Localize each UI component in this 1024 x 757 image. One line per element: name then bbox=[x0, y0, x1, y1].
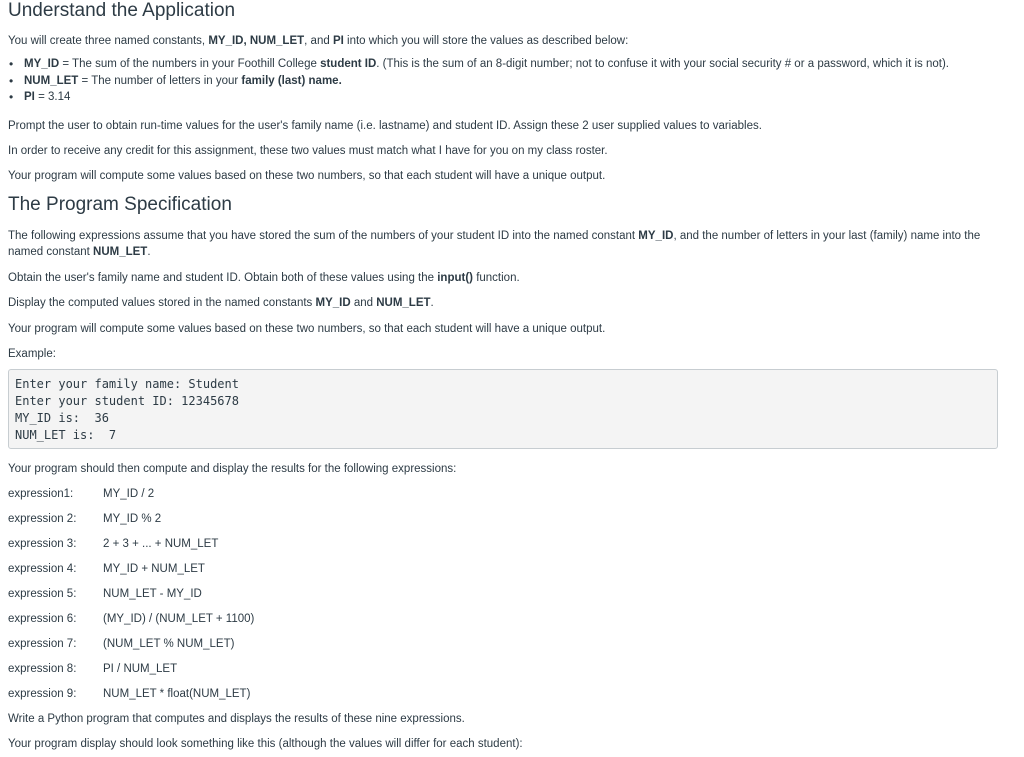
example-label: Example: bbox=[8, 348, 56, 360]
list-item-num-let bbox=[8, 73, 949, 90]
list-item-pi bbox=[8, 89, 949, 106]
expression-formula: MY_ID % 2 bbox=[103, 513, 162, 525]
expression-formula: MY_ID / 2 bbox=[103, 488, 155, 500]
expression-formula: (MY_ID) / (NUM_LET + 1100) bbox=[103, 613, 255, 625]
spec-text: The following expressions assume that you have stored the sum of the numbers of your student ID into the named constant bbox=[8, 230, 639, 242]
write-program-paragraph: Write a Python program that computes and displays the results of these nine expressions. bbox=[8, 713, 465, 725]
expressions-intro: Your program should then compute and display the results for the following expressions: bbox=[8, 463, 457, 475]
heading-understand: Understand the Application bbox=[8, 0, 236, 21]
spec-my-id: MY_ID bbox=[638, 230, 674, 242]
expression-formula: NUM_LET * float(NUM_LET) bbox=[103, 688, 251, 700]
spec-num-let: NUM_LET bbox=[93, 246, 148, 258]
spec3-num-let: NUM_LET bbox=[376, 297, 431, 309]
display-paragraph: Your program display should look something like this (although the values will differ for each student): bbox=[8, 738, 523, 750]
spec-paragraph-3 bbox=[8, 295, 434, 311]
spec2-text-post: function. bbox=[473, 272, 520, 284]
list-item-my-id bbox=[8, 56, 949, 73]
spec3-text-post: . bbox=[430, 297, 434, 309]
const-name-num-let: NUM_LET bbox=[24, 74, 79, 87]
const-value-pi: = 3.14 bbox=[34, 91, 71, 103]
intro-pi: PI bbox=[332, 35, 344, 47]
example-code-block bbox=[8, 369, 998, 449]
expression-label: expression 3: bbox=[8, 538, 77, 550]
spec3-my-id: MY_ID bbox=[315, 297, 351, 309]
intro-text: You will create three named constants, bbox=[8, 35, 209, 47]
intro-paragraph bbox=[8, 33, 628, 49]
spec3-text: Display the computed values stored in the named constants bbox=[8, 297, 316, 309]
intro-constants: MY_ID, NUM_LET bbox=[208, 35, 305, 47]
const-emph-student-id: student ID bbox=[320, 58, 377, 70]
const-name-pi: PI bbox=[24, 91, 35, 103]
expression-label: expression 9: bbox=[8, 688, 77, 700]
spec3-and: and bbox=[350, 297, 377, 309]
code-line: Enter your family name: Student bbox=[15, 377, 239, 391]
expression-label: expression1: bbox=[8, 488, 74, 500]
spec-text-mid: , and the number of letters in your last (family) name into the named constant bbox=[8, 230, 981, 258]
expression-label: expression 7: bbox=[8, 638, 77, 650]
expression-formula: PI / NUM_LET bbox=[103, 663, 178, 675]
expression-label: expression 5: bbox=[8, 588, 77, 600]
const-desc-num-let: = The number of letters in your bbox=[78, 74, 242, 87]
const-name-my-id: MY_ID bbox=[24, 58, 60, 70]
expression-formula: 2 + 3 + ... + NUM_LET bbox=[103, 538, 219, 550]
constants-list bbox=[8, 56, 949, 106]
spec-paragraph-1 bbox=[8, 228, 998, 260]
expression-formula: NUM_LET - MY_ID bbox=[103, 588, 202, 600]
expression-label: expression 4: bbox=[8, 563, 77, 575]
expression-label: expression 8: bbox=[8, 663, 77, 675]
intro-text-mid: , and bbox=[304, 35, 333, 47]
const-desc-my-id-post: . (This is the sum of an 8-digit number; not to confuse it with your social security # or a password, which it is not). bbox=[376, 58, 949, 70]
spec-paragraph-2 bbox=[8, 270, 520, 286]
prompt-paragraph: Prompt the user to obtain run-time values for the user's family name (i.e. lastname) and student ID. Assign these 2 user supplied values to variables. bbox=[8, 120, 762, 132]
heading-spec: The Program Specification bbox=[8, 194, 232, 215]
intro-text-post: into which you will store the values as described below: bbox=[343, 35, 629, 47]
expression-label: expression 2: bbox=[8, 513, 77, 525]
const-desc-my-id: = The sum of the numbers in your Foothill College bbox=[59, 58, 321, 70]
expression-formula: MY_ID + NUM_LET bbox=[103, 563, 205, 575]
code-line: Enter your student ID: 12345678 bbox=[15, 394, 239, 408]
expression-label: expression 6: bbox=[8, 613, 77, 625]
const-emph-family-name: family (last) name. bbox=[241, 74, 342, 87]
expression-formula: (NUM_LET % NUM_LET) bbox=[103, 638, 235, 650]
credit-paragraph: In order to receive any credit for this assignment, these two values must match what I have for you on my class roster. bbox=[8, 145, 608, 157]
code-line: NUM_LET is: 7 bbox=[15, 428, 117, 442]
code-line: MY_ID is: 36 bbox=[15, 411, 109, 425]
spec2-input-fn: input() bbox=[437, 272, 473, 284]
spec2-text: Obtain the user's family name and student ID. Obtain both of these values using the bbox=[8, 272, 438, 284]
spec-paragraph-4: Your program will compute some values based on these two numbers, so that each student will have a unique output. bbox=[8, 323, 606, 335]
spec-text-post: . bbox=[147, 246, 151, 258]
unique-output-paragraph: Your program will compute some values based on these two numbers, so that each student will have a unique output. bbox=[8, 170, 606, 182]
